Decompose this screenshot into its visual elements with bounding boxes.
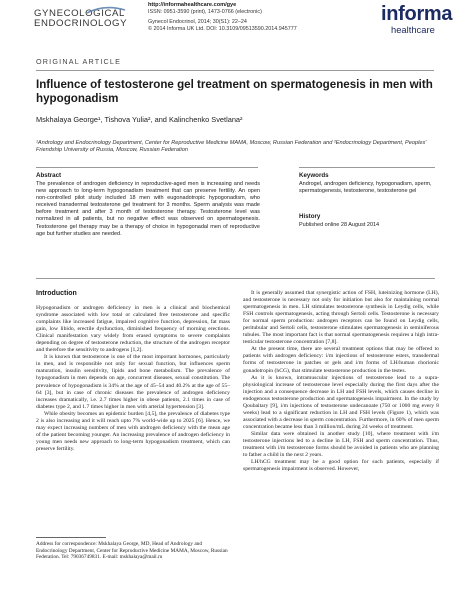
keywords-heading: Keywords — [299, 172, 329, 179]
paragraph: It is generally assumed that synergistic action of FSH, luteinizing hormone (LH), and testosterone is necessary not only for initiation but also for maintaining normal spermatogenesis in men. LH stimulates testosterone synthesis in Leydig cells, while FSH controls spermatogenesis, acting through Sertoli cells. Testosterone is necessary for normal sperm production: androgen receptors can be found on Leydig cells, peritubular and Sertoli cells, testosterone stimulates spermatogenesis in seminiferous tubules. The most important fact is that normal spermatogenesis requires a high intra-testicular testosterone concentration [7,8]. — [243, 290, 439, 346]
divider — [36, 70, 434, 71]
journal-logo — [34, 9, 142, 29]
introduction-heading: Introduction — [36, 290, 77, 297]
journal-url-link[interactable]: http://informahealthcare.com/gye — [148, 2, 237, 8]
affiliations: ¹Andrology and Endocrinology Department, Center for Reproductive Medicine MAMA, Moscow, Russian Federation and ²Endocrinology Department, Peoples' Friendship University of Russia, Moscow, Russian Federation — [36, 140, 427, 153]
history-text: Published online 28 August 2014 — [299, 222, 380, 228]
keywords-text: Androgel, androgen deficiency, hypogonadism, sperm, spermatogenesis, testosterone, testosterone gel — [299, 181, 432, 195]
paragraph: LH/hCG treatment may be a good option for such patients, especially if spermatogenesis impairment is observed. However, — [243, 459, 439, 473]
paragraph: As it is known, intramuscular injections of testosterone lead to a supra-physiological increase of testosterone level especially during the first days after the injection and a consequence decrease in LH and FSH levels, which causes decline in endogenous testosterone production and spermatogenesis impairment. In the study by Qoubaitary [9], i/m injections of testosterone undecanoate (750 or 1000 mg every 8 weeks) lead to a significant reduction in LH and FSH levels (Figure 1), which was associated with a decrease in sperm concentration. Furthermore, in 60% of men sperm concentration became less than 3 million/mL during 24 weeks of treatment. — [243, 374, 439, 430]
publisher-brand: informa — [381, 3, 453, 25]
history-heading: History — [299, 213, 321, 220]
footnote-divider — [36, 537, 106, 538]
paragraph: While obesity becomes an epidemic burden [4,5], the prevalence of diabetes type 2 is also increasing and it will reach upto 7% world-wide up to 2025 [6]. Hence, we may expect increasing numbers of men with androgen deficiency with the mean age of the patient becoming younger. An increasing prevalence of androgen deficiency in young men needs new approach to long-term hypogonadism treatment, which can preserve fertility. — [36, 410, 230, 452]
paragraph: At the present time, there are several treatment options that may be offered to patients with androgen deficiency: i/m injections of testosterone esters, transdermal forms of testosterone in patches or gels and i/m forms of LH/human chorionic gonadotropin (hCG), that stimulate testosterone production in the testes. — [243, 346, 439, 374]
correspondence-footnote: Address for correspondence: Mskhalaya George, MD, Head of Andrology and Endocrinology Department, Center for Reproductive Medicine MAMA, Moscow, Russian Federation. Tel: 79036749831. E-mail: mskhalaya@mail.ru — [36, 541, 228, 561]
article-title: Influence of testosterone gel treatment on spermatogenesis in men with hypogonadism — [36, 78, 433, 105]
article-type: ORIGINAL ARTICLE — [36, 57, 122, 66]
author-list: Mskhalaya George¹, Tishova Yulia², and Kalinchenko Svetlana² — [36, 115, 243, 124]
issn-text: ISSN: 0951-3590 (print), 1473-0766 (electronic) — [148, 9, 262, 15]
publisher-logo — [381, 4, 469, 35]
abstract-text: The prevalence of androgen deficiency in reproductive-aged men is increasing and needs new approach to long-term hypogonadism treatment that can preserve fertility. An open non-controlled pilot study included 18 men with eugonadotropic hypogonadism, who received transdermal testosterone gel treatment for 3 months. Sperm analysis was made before treatment and after 3 month of testosterone therapy. Testosterone level was normalized in all patients, but no negative effect was observed on spermatogenesis. Testosterone gel therapy may be a therapy of choice in hypogonadal men of reproductive age but further studies are needed. — [36, 181, 260, 237]
copyright-doi-text: © 2014 Informa UK Ltd. DOI: 10.3109/09513590.2014.945777 — [148, 26, 297, 32]
header-info — [148, 2, 380, 33]
journal-name-line1: GYNECOLOGICAL — [34, 8, 125, 19]
sidebar-citation — [2, 300, 16, 600]
paragraph: It is known that testosterone is one of the most important hormones, particularly in men, and is responsible not only for sexual function, but influences sperm maturation, insulin sensitivity, lipids and bone metabolism. The prevalence of hypogonadism in men depends on age, concurrent diseases, sexual constitution. The prevalence of hypogonadism is 34% at the age of 45–54 and 40.2% at the age of 55–64 [3], but in case of chronic diseases the prevalence of androgen deficiency increases dramatically, i.e. 2.7 times higher in obese patients, 2.1 times in case of diabetes type 2, and 1.7 times higher in men with arterial hypertension [3]. — [36, 354, 230, 410]
paragraph: Similar data were obtained in another study [10], where treatment with i/m testosterone injections led to a decline in LH, FSH and sperm concentration. Thus, treatment with i/m testosterone forms should be avoided in patients who are planning to father a child in the next 2 years. — [243, 430, 439, 459]
abstract-heading: Abstract — [36, 172, 62, 179]
right-column — [243, 290, 439, 473]
publisher-sub: healthcare — [391, 24, 435, 35]
journal-name-line2: ENDOCRINOLOGY — [34, 18, 128, 29]
divider — [36, 278, 435, 279]
paragraph: Hypogonadism or androgen deficiency in men is a clinical and biochemical syndrome associated with low total or calculated free testosterone and specific complaints like increased fatigue, impaired cognitive function, depression, fat mass gain, low libido, erectile dysfunction, diminished frequency of morning erections. Clinical manifestation vary widely from erased symptoms to severe complaints depending on degree of testosterone reduction, the structure of the androgen receptor and therefore the sensitivity to androgens [1,2]. — [36, 305, 230, 354]
citation-text: Gynecol Endocrinol, 2014; 30(S1): 22–24 — [148, 19, 247, 25]
divider — [36, 167, 258, 168]
divider — [299, 167, 435, 168]
journal-swoosh-icon — [86, 6, 126, 14]
left-column — [36, 305, 230, 453]
